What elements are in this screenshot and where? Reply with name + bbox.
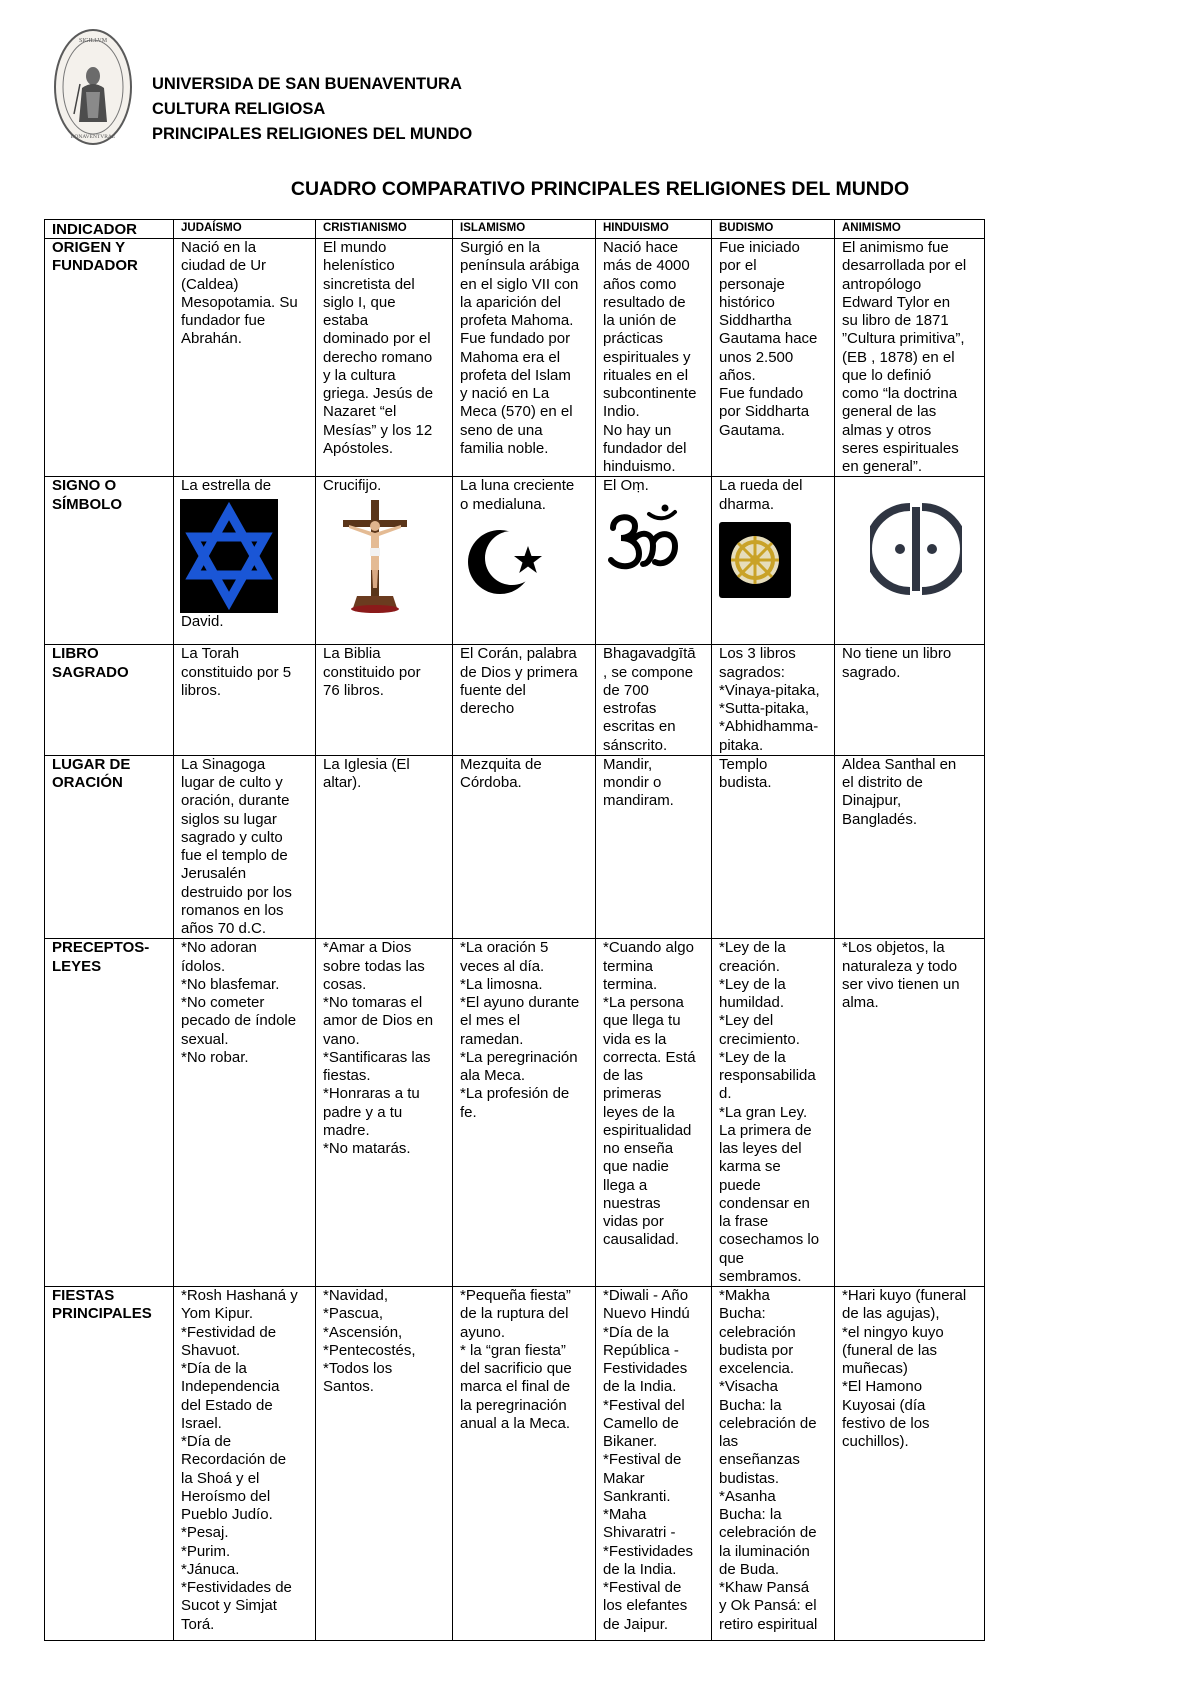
header-indicador: INDICADOR bbox=[45, 220, 174, 239]
cell-origen-islamismo: Surgió en la península arábiga en el siglo VII con la aparición del profeta Mahoma. Fue fundado por Mahoma era el profeta del Islam y nació en La Meca (570) en el seno de una familia noble. bbox=[453, 239, 596, 477]
symbol-caption-judaismo: La estrella de bbox=[181, 477, 272, 495]
cell-simbolo-hinduismo bbox=[596, 477, 712, 645]
cell-libro-cristianismo: La Biblia constituido por 76 libros. bbox=[316, 645, 453, 756]
cell-fiestas-judaismo: *Rosh Hashaná y Yom Kipur. *Festividad de Shavuot. *Día de la Independencia del Estado de Israel. *Día de Recordación de la Shoá y el Heroísmo del Pueblo Judío. *Pesaj. *Purim. *Jánuca. *Festividades de Sucot y Simjat Torá. bbox=[174, 1287, 316, 1641]
symbol-caption-cristianismo: Crucifijo. bbox=[323, 477, 382, 495]
cell-origen-animismo: El animismo fue desarrollada por el antropólogo Edward Tylor en su libro de 1871 ”Cultura primitiva”, (EB , 1878) en el que lo definió como “la doctrina general de las almas y otros seres espirituales en general”. bbox=[835, 239, 985, 477]
cell-lugar-islamismo: Mezquita de Córdoba. bbox=[453, 755, 596, 939]
symbol-caption-hinduismo: El Oṃ. bbox=[603, 477, 649, 495]
row-label-preceptos: PRECEPTOS- LEYES bbox=[45, 939, 174, 1287]
cell-preceptos-cristianismo: *Amar a Dios sobre todas las cosas. *No tomaras el amor de Dios en vano. *Santificaras las fiestas. *Honraras a tu padre y a tu madre. *No matarás. bbox=[316, 939, 453, 1287]
cell-lugar-hinduismo: Mandir, mondir o mandiram. bbox=[596, 755, 712, 939]
row-libro bbox=[45, 645, 985, 756]
document-title bbox=[0, 178, 1200, 201]
cell-preceptos-animismo: *Los objetos, la naturaleza y todo ser vivo tienen un alma. bbox=[835, 939, 985, 1287]
animism-symbol-icon bbox=[870, 503, 962, 595]
header-animismo: ANIMISMO bbox=[835, 220, 985, 239]
cell-fiestas-cristianismo: *Navidad, *Pascua, *Ascensión, *Pentecostés, *Todos los Santos. bbox=[316, 1287, 453, 1641]
row-label-libro: LIBRO SAGRADO bbox=[45, 645, 174, 756]
cell-origen-hinduismo: Nació hace más de 4000 años como resultado de la unión de prácticas espirituales y rituales en el subcontinente Indio. No hay un fundador del hinduismo. bbox=[596, 239, 712, 477]
cell-simbolo-budismo bbox=[712, 477, 835, 645]
row-label-simbolo: SIGNO O SÍMBOLO bbox=[45, 477, 174, 645]
cell-origen-budismo: Fue iniciado por el personaje histórico Siddhartha Gautama hace unos 2.500 años. Fue fundado por Siddharta Gautama. bbox=[712, 239, 835, 477]
symbol-caption-judaismo-end: David. bbox=[181, 612, 224, 630]
row-label-lugar: LUGAR DE ORACIÓN bbox=[45, 755, 174, 939]
university-seal-icon bbox=[52, 26, 134, 148]
row-label-fiestas: FIESTAS PRINCIPALES bbox=[45, 1287, 174, 1641]
cell-origen-cristianismo: El mundo helenístico sincretista del siglo I, que estaba dominado por el derecho romano y la cultura griega. Jesús de Nazaret “el Mesías” y los 12 Apóstoles. bbox=[316, 239, 453, 477]
crescent-star-icon bbox=[466, 522, 546, 602]
cell-fiestas-animismo: *Hari kuyo (funeral de las agujas), *el ningyo kuyo (funeral de las muñecas) *El Hamono Kuyosai (día festivo de los cuchillos). bbox=[835, 1287, 985, 1641]
cell-lugar-budismo: Templo budista. bbox=[712, 755, 835, 939]
header-hinduismo: HINDUISMO bbox=[596, 220, 712, 239]
cell-simbolo-animismo bbox=[835, 477, 985, 645]
cell-fiestas-budismo: *Makha Bucha: celebración budista por excelencia. *Visacha Bucha: la celebración de las enseñanzas budistas. *Asanha Bucha: la celebración de la iluminación de Buda. *Khaw Pansá y Ok Pansá: el retiro espiritual bbox=[712, 1287, 835, 1641]
cell-simbolo-islamismo bbox=[453, 477, 596, 645]
cell-simbolo-cristianismo bbox=[316, 477, 453, 645]
crucifix-icon bbox=[335, 496, 415, 616]
dharma-wheel-icon bbox=[719, 522, 791, 598]
cell-fiestas-hinduismo: *Diwali - Año Nuevo Hindú *Día de la República - Festividades de la India. *Festival del Camello de Bikaner. *Festival de Makar Sankranti. *Maha Shivaratri - *Festividades de la India. *Festival de los elefantes de Jaipur. bbox=[596, 1287, 712, 1641]
cell-lugar-animismo: Aldea Santhal en el distrito de Dinajpur, Bangladés. bbox=[835, 755, 985, 939]
document-header bbox=[152, 72, 472, 147]
star-of-david-icon bbox=[180, 499, 278, 613]
header-row bbox=[45, 220, 985, 239]
cell-libro-hinduismo: Bhagavadgītā , se compone de 700 estrofas escritas en sánscrito. bbox=[596, 645, 712, 756]
row-preceptos bbox=[45, 939, 985, 1287]
row-lugar bbox=[45, 755, 985, 939]
symbol-caption-budismo: La rueda del dharma. bbox=[719, 477, 803, 513]
comparison-table bbox=[44, 219, 985, 1641]
om-icon bbox=[603, 504, 685, 576]
topic-name: PRINCIPALES RELIGIONES DEL MUNDO bbox=[152, 125, 473, 143]
cell-libro-judaismo: La Torah constituido por 5 libros. bbox=[174, 645, 316, 756]
cell-preceptos-judaismo: *No adoran ídolos. *No blasfemar. *No cometer pecado de índole sexual. *No robar. bbox=[174, 939, 316, 1287]
header-budismo: BUDISMO bbox=[712, 220, 835, 239]
university-name: UNIVERSIDA DE SAN BUENAVENTURA bbox=[152, 75, 462, 93]
svg-text:BONAVENTVRAE: BONAVENTVRAE bbox=[70, 134, 116, 140]
cell-libro-islamismo: El Corán, palabra de Dios y primera fuente del derecho bbox=[453, 645, 596, 756]
cell-origen-judaismo: Nació en la ciudad de Ur (Caldea) Mesopotamia. Su fundador fue Abrahán. bbox=[174, 239, 316, 477]
cell-fiestas-islamismo: *Pequeña fiesta” de la ruptura del ayuno. * la “gran fiesta” del sacrificio que marca el final de la peregrinación anual a la Meca. bbox=[453, 1287, 596, 1641]
title-text: CUADRO COMPARATIVO PRINCIPALES RELIGIONES DEL MUNDO bbox=[290, 178, 910, 200]
cell-lugar-judaismo: La Sinagoga lugar de culto y oración, durante siglos su lugar sagrado y culto fue el templo de Jerusalén destruido por los romanos en los años 70 d.C. bbox=[174, 755, 316, 939]
row-origen bbox=[45, 239, 985, 477]
row-label-origen: ORIGEN Y FUNDADOR bbox=[45, 239, 174, 477]
header-cristianismo: CRISTIANISMO bbox=[316, 220, 453, 239]
cell-libro-budismo: Los 3 libros sagrados: *Vinaya-pitaka, *Sutta-pitaka, *Abhidhamma- pitaka. bbox=[712, 645, 835, 756]
cell-simbolo-judaismo bbox=[174, 477, 316, 645]
header-islamismo: ISLAMISMO bbox=[453, 220, 596, 239]
cell-preceptos-hinduismo: *Cuando algo termina termina. *La persona que llega tu vida es la correcta. Está de las primeras leyes de la espiritualidad no enseña que nadie llega a nuestras vidas por causalidad. bbox=[596, 939, 712, 1287]
cell-libro-animismo: No tiene un libro sagrado. bbox=[835, 645, 985, 756]
symbol-caption-islamismo: La luna creciente o medialuna. bbox=[460, 477, 575, 513]
cell-lugar-cristianismo: La Iglesia (El altar). bbox=[316, 755, 453, 939]
svg-text:SIGILLVM: SIGILLVM bbox=[78, 38, 108, 44]
cell-preceptos-budismo: *Ley de la creación. *Ley de la humildad. *Ley del crecimiento. *Ley de la responsabilida d. *La gran Ley. La primera de las leyes del karma se puede condensar en la frase cosechamos lo que sembramos. bbox=[712, 939, 835, 1287]
cell-preceptos-islamismo: *La oración 5 veces al día. *La limosna. *El ayuno durante el mes el ramedan. *La peregrinación ala Meca. *La profesión de fe. bbox=[453, 939, 596, 1287]
row-simbolo bbox=[45, 477, 985, 645]
header-judaismo: JUDAÍSMO bbox=[174, 220, 316, 239]
row-fiestas bbox=[45, 1287, 985, 1641]
course-name: CULTURA RELIGIOSA bbox=[152, 100, 326, 118]
